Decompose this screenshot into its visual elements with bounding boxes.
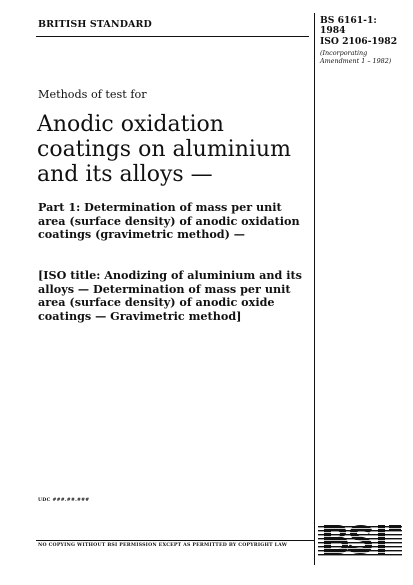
column-divider — [314, 13, 315, 565]
iso-title: [ISO title: Anodizing of aluminium and its alloys — Determination of mass per unit area (surface density) of anodic oxide coatings — Gravimetric method] — [38, 268, 302, 323]
document-subtitle: Methods of test for — [38, 88, 147, 101]
copyright-notice: NO COPYING WITHOUT BSI PERMISSION EXCEPT AS PERMITTED BY COPYRIGHT LAW — [38, 543, 288, 548]
standard-number-line-2: 1984 — [320, 25, 346, 37]
standard-number-line-3: ISO 2106-1982 — [320, 35, 398, 47]
amendment-note: (Incorporating Amendment 1 – 1982) — [320, 49, 392, 66]
part-title: Part 1: Determination of mass per unit area (surface density) of anodic oxidation coatings (gravimetric method) — — [38, 200, 300, 242]
bsi-logo — [316, 512, 404, 562]
udc-code: UDC ###.##.### — [38, 498, 90, 503]
standard-number-block — [320, 16, 408, 65]
document-title: Anodic oxidation coatings on aluminium and its alloys — — [37, 112, 291, 187]
header-rule — [36, 36, 309, 37]
footer-rule — [36, 540, 315, 541]
standard-number-line-1: BS 6161-1: — [320, 15, 377, 26]
publisher-label: BRITISH STANDARD — [38, 19, 152, 30]
